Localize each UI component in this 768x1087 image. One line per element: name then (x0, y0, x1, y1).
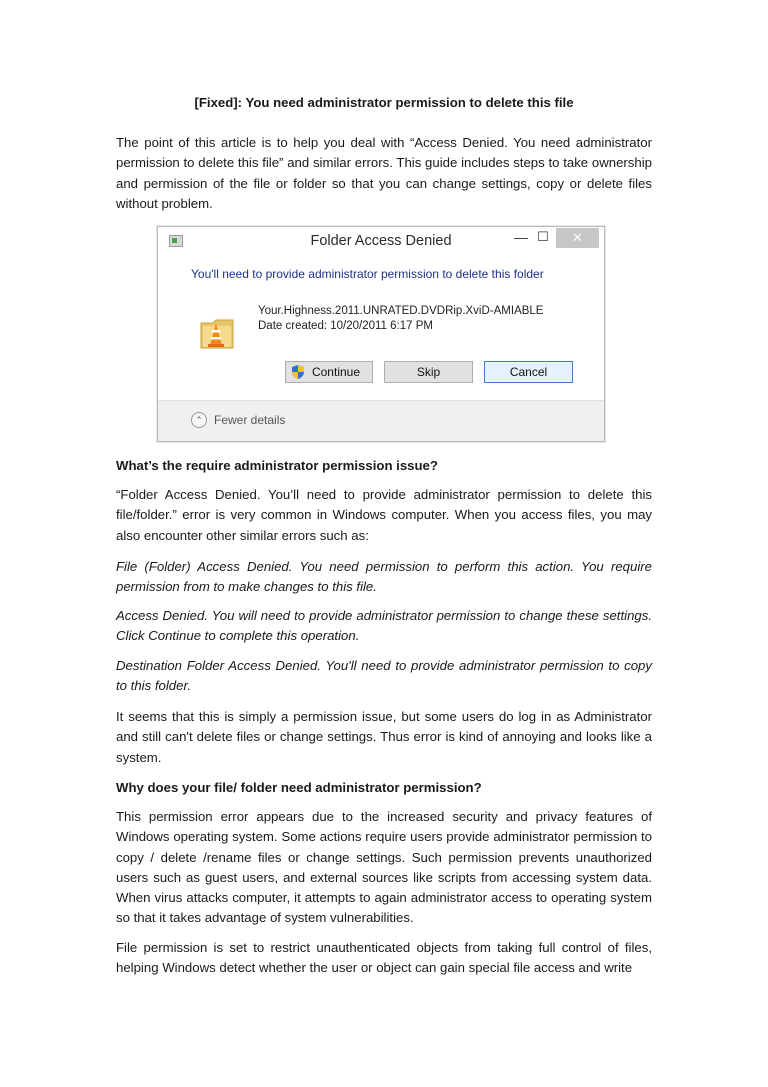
continue-button[interactable] (285, 361, 373, 383)
dialog-footer (158, 400, 604, 441)
dialog-filename: Your.Highness.2011.UNRATED.DVDRip.XviD-AMIABLE (258, 305, 544, 317)
error-example-3: Destination Folder Access Denied. You'll need to provide administrator permission to copy to this folder. (116, 658, 652, 694)
error-example-1: File (Folder) Access Denied. You need permission to perform this action. You require permission from to make changes to this file. (116, 559, 652, 595)
intro-paragraph: The point of this article is to help you deal with “Access Denied. You need administrator permission to delete this file” and similar errors. This guide includes steps to take ownership and permission of the file or folder so that you can change settings, copy or delete files without problem. (116, 135, 652, 211)
section-heading-1: What’s the require administrator permission issue? (116, 458, 438, 473)
paragraph-3: This permission error appears due to the increased security and privacy features of Windows operating system. Some actions require users provide administrator permission to copy / delete /rename files or change settings. Such permission prevents unauthorized users such as guest users, and external sources like scripts from accessing system data. When virus attacks computer, it attempts to again administrator access to operating system so that it takes advantage of system vulnerabilities. (116, 809, 652, 926)
vlc-folder-icon (199, 317, 237, 351)
dialog-date-created: Date created: 10/20/2011 6:17 PM (258, 320, 433, 332)
dialog-titlebar (158, 227, 604, 257)
paragraph-2: It seems that this is simply a permission issue, but some users do log in as Administrator and still can't delete files or change settings. Thus error is kind of annoying and looks like a system. (116, 709, 652, 765)
error-example-2: Access Denied. You will need to provide administrator permission to change these settings. Click Continue to complete this operation. (116, 608, 652, 644)
continue-label: Continue (311, 365, 361, 379)
chevron-up-icon[interactable]: ⌃ (191, 412, 207, 428)
dialog-title: Folder Access Denied (310, 233, 452, 249)
section-heading-2: Why does your file/ folder need administrator permission? (116, 780, 482, 795)
cancel-button[interactable]: Cancel (484, 361, 573, 383)
article-title: [Fixed]: You need administrator permission to delete this file (194, 95, 574, 110)
folder-access-denied-dialog (157, 226, 605, 442)
dialog-message: You'll need to provide administrator permission to delete this folder (191, 267, 544, 281)
maximize-button[interactable]: ☐ (537, 229, 549, 244)
uac-shield-icon (292, 365, 304, 379)
dialog-body (158, 257, 604, 403)
paragraph-4: File permission is set to restrict unauthenticated objects from taking full control of files, helping Windows detect whether the user or object can gain special file access and write (116, 940, 652, 976)
minimize-button[interactable]: — (514, 229, 528, 245)
fewer-details-link[interactable]: Fewer details (214, 413, 286, 427)
close-button[interactable]: ✕ (556, 228, 599, 248)
skip-button[interactable]: Skip (384, 361, 473, 383)
paragraph-1: “Folder Access Denied. You’ll need to provide administrator permission to delete this file/folder.” error is very common in Windows computer. When you access files, you may also encounter other similar errors such as: (116, 487, 652, 543)
